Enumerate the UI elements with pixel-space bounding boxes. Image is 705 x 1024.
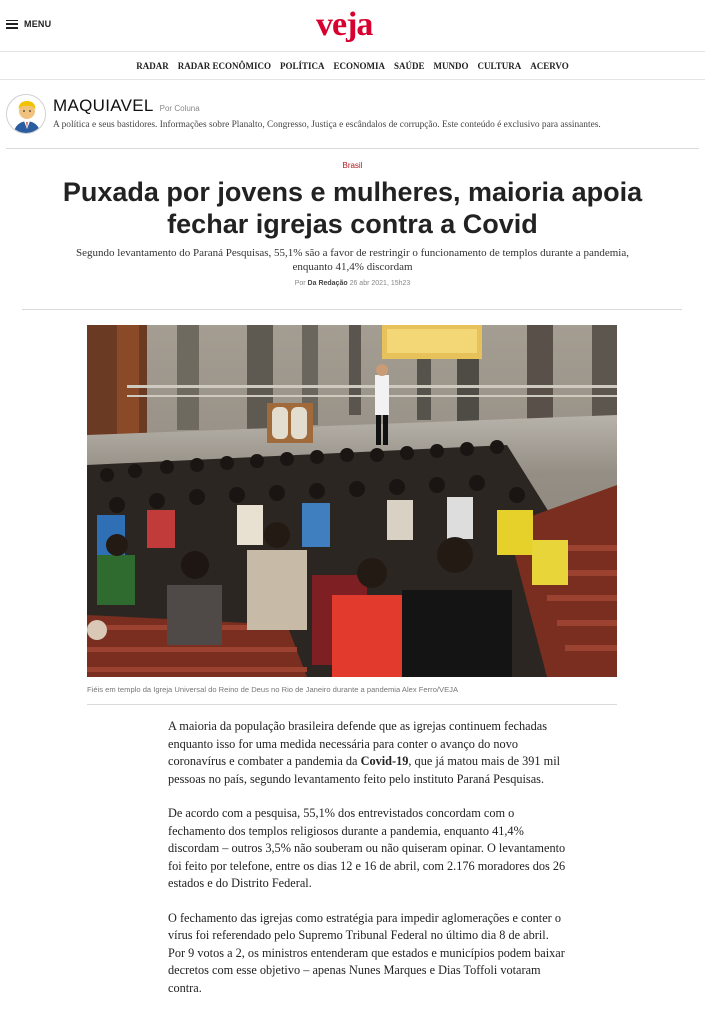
menu-button[interactable]: [6, 19, 51, 29]
column-by: Por Coluna: [159, 104, 200, 113]
paragraph-1-text-a: A maioria da população brasileira defende que as igrejas continuem fechadas enquanto isso for uma medida necessária para conter o avanço do novo coronavírus e combater a pandemia da: [168, 719, 547, 768]
nav-item-economia[interactable]: ECONOMIA: [333, 61, 386, 71]
nav-item-radar-economico[interactable]: RADAR ECONÔMICO: [177, 61, 271, 71]
article-kicker[interactable]: Brasil: [342, 161, 363, 170]
veja-logo[interactable]: veja: [316, 6, 373, 43]
menu-label: MENU: [24, 19, 52, 29]
section-nav: [0, 53, 705, 80]
article-headline: Puxada por jovens e mulheres, maioria apoia fechar igrejas contra a Covid: [62, 177, 643, 239]
column-description: A política e seus bastidores. Informações sobre Planalto, Congresso, Justiça e escândalos de corrupção. Este conteúdo é exclusivo para assinantes.: [53, 120, 601, 130]
divider: [22, 309, 682, 310]
photo-caption: Fiéis em templo da Igreja Universal do Reino de Deus no Rio de Janeiro durante a pandemia Alex Ferro/VEJA: [87, 685, 459, 694]
article-photo: [87, 325, 617, 677]
paragraph-1: [168, 718, 568, 788]
nav-item-acervo[interactable]: ACERVO: [530, 61, 569, 71]
columnist-avatar[interactable]: [6, 94, 46, 134]
paragraph-2: De acordo com a pesquisa, 55,1% dos entrevistados concordam com o fechamento dos templos religiosos durante a pandemia, enquanto 41,4% discordam – outros 3,5% não souberam ou não quiseram opinar. O levantamento foi feito por telefone, entre os dias 12 e 16 de abril, com 2.176 moradores dos 26 estados e do Distrito Federal.: [168, 806, 566, 890]
article-subhead: Segundo levantamento do Paraná Pesquisas, 55,1% são a favor de restringir o funcionamento de templos durante a pandemia, enquanto 41,4% discordam: [76, 247, 629, 273]
column-header: [0, 90, 705, 140]
hamburger-icon: [6, 20, 18, 29]
paragraph-3: O fechamento das igrejas como estratégia para impedir aglomerações e conter o vírus foi referendado pelo Supremo Tribunal Federal no último dia 8 de abril. Por 9 votos a 2, os ministros entenderam que estados e municípios podem baixar decretos com esse objetivo – apenas Nunes Marques e Dias Toffoli votaram contra.: [168, 910, 565, 995]
byline-prefix: Por: [294, 280, 306, 287]
column-name[interactable]: MAQUIAVEL: [53, 96, 154, 115]
nav-item-politica[interactable]: POLÍTICA: [280, 61, 325, 71]
article-body: [168, 718, 568, 1014]
nav-item-radar[interactable]: RADAR: [136, 61, 169, 71]
paragraph-1-text-b: , que já matou mais de 391 mil pessoas no país, segundo levantamento feito pelo instituto Paraná Pesquisas.: [168, 754, 561, 786]
site-header: [0, 0, 705, 52]
nav-item-saude[interactable]: SAÚDE: [394, 61, 425, 71]
nav-item-mundo[interactable]: MUNDO: [433, 61, 469, 71]
covid-link[interactable]: Covid-19: [360, 754, 409, 768]
divider: [87, 704, 617, 705]
church-crowd-illustration: [87, 325, 617, 677]
byline-author[interactable]: Da Redação: [307, 280, 348, 287]
divider: [6, 148, 699, 149]
byline-date: 26 abr 2021, 15h23: [349, 280, 411, 287]
nav-item-cultura[interactable]: CULTURA: [477, 61, 522, 71]
article-byline: [0, 280, 705, 287]
columnist-avatar-icon: [7, 95, 46, 134]
